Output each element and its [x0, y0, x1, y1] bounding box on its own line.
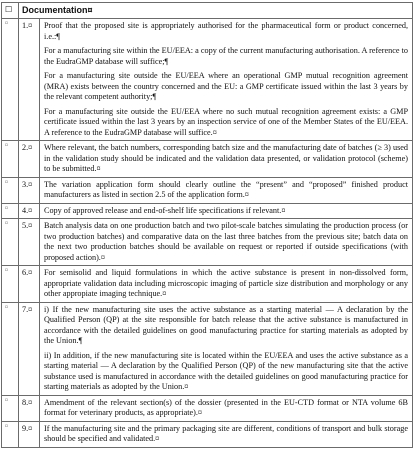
documentation-item-row: [2, 219, 413, 266]
item-paragraph: Batch analysis data on one production batch and two pilot-scale batches simulating the production process (or two production batches) and comparative data on the last three batches from the previous site; batch data on the next two production batches should be available on request or reported if outside specifications (with proposed action).¤: [44, 221, 408, 262]
header-marker: ☐: [5, 5, 13, 14]
item-number: 2.¤: [22, 143, 33, 152]
item-text-cell: [40, 302, 413, 395]
item-text-cell: [40, 177, 413, 203]
item-number: 4.¤: [22, 205, 33, 215]
item-number-cell: [19, 395, 40, 421]
item-number-cell: [19, 141, 40, 178]
header-title-cell: [19, 3, 413, 19]
item-text: [40, 219, 412, 265]
row-marker: ¤: [5, 205, 8, 212]
item-paragraph: Where relevant, the batch numbers, corresponding batch size and the manufacturing date of batches (≥ 3) used in the validation study should be indicated and the validation data presented, or validation protocol (scheme) to be submitted.¤: [44, 143, 408, 173]
row-marker-cell: [2, 203, 19, 219]
documentation-item-row: [2, 19, 413, 141]
row-marker: ¤: [5, 268, 8, 274]
item-number-cell: [19, 19, 40, 141]
row-marker-cell: [2, 141, 19, 178]
row-marker-cell: [2, 302, 19, 395]
item-text: [40, 266, 412, 302]
row-marker: ¤: [5, 179, 8, 186]
header-row: [2, 3, 413, 19]
item-text-cell: [40, 141, 413, 178]
item-text: [40, 204, 412, 219]
item-number: 7.¤: [22, 304, 33, 314]
item-paragraph: If the manufacturing site and the primary packaging site are different, conditions of transport and bulk storage should be specified and validated.¤: [44, 423, 408, 443]
item-number: 6.¤: [22, 268, 33, 277]
item-number: 8.¤: [22, 397, 33, 407]
item-text-cell: [40, 421, 413, 447]
item-number-cell: [19, 203, 40, 219]
documentation-item-row: [2, 266, 413, 303]
row-marker-cell: [2, 395, 19, 421]
row-marker: ¤: [5, 221, 8, 227]
row-marker: ¤: [5, 21, 8, 27]
item-paragraph: Proof that the proposed site is appropriately authorised for the pharmaceutical form or product concerned, i.e.:¶: [44, 21, 408, 41]
item-number-cell: [19, 421, 40, 447]
documentation-item-row: [2, 395, 413, 421]
item-text: [40, 303, 412, 395]
item-number-cell: [19, 219, 40, 266]
row-marker: ¤: [5, 304, 8, 311]
item-number: 3.¤: [22, 179, 33, 189]
item-number: 5.¤: [22, 221, 33, 230]
row-marker-cell: [2, 421, 19, 447]
row-marker: ¤: [5, 397, 8, 404]
item-text: [40, 19, 412, 140]
section-title: Documentation¤: [22, 5, 93, 15]
documentation-item-row: [2, 302, 413, 395]
item-paragraph: Amendment of the relevant section(s) of the dossier (presented in the EU-CTD format or NTA volume 6B format for veterinary products, as appropriate).¤: [44, 397, 408, 417]
row-marker-cell: [2, 19, 19, 141]
documentation-item-row: [2, 141, 413, 178]
item-text-cell: [40, 395, 413, 421]
item-text-cell: [40, 219, 413, 266]
row-marker-cell: [2, 219, 19, 266]
item-text: [40, 178, 412, 203]
documentation-item-row: [2, 177, 413, 203]
row-marker: ¤: [5, 423, 8, 430]
item-number-cell: [19, 177, 40, 203]
header-marker-cell: [2, 3, 19, 19]
item-text: [40, 141, 412, 177]
documentation-item-row: [2, 421, 413, 447]
item-paragraph: ii) In addition, if the new manufacturing site is located within the EU/EEA and uses the active substance as a starting material — A declaration by the Qualified Person (QP) of the new manufacturing site that the active substance used is manufactured in accordance with the detailed guidelines on good manufacturing practice for starting materials as adopted by the Union.¤: [44, 350, 408, 391]
item-text-cell: [40, 203, 413, 219]
item-paragraph: For a manufacturing site outside the EU/EEA where no such mutual recognition agreement exists: a GMP certificate issued within the last 3 years by an inspection service of one of the Member States of the EU/EEA. A reference to the EudraGMP database will suffice.¤: [44, 106, 408, 137]
item-number: 1.¤: [22, 21, 33, 30]
item-paragraph: i) If the new manufacturing site uses the active substance as a starting material — A declaration by the Qualified Person (QP) at the site responsible for batch release that the active substance is manufactured in accordance with the detailed guidelines on good manufacturing practice for starting materials as adopted by the Union.¶: [44, 304, 408, 345]
row-marker-cell: [2, 266, 19, 303]
item-text: [40, 422, 412, 447]
item-paragraph: Copy of approved release and end-of-shelf life specifications if relevant.¤: [44, 205, 286, 215]
item-text-cell: [40, 19, 413, 141]
row-marker: ¤: [5, 143, 8, 149]
item-paragraph: For a manufacturing site outside the EU/EEA where an operational GMP mutual recognition agreement (MRA) exists between the country concerned and the EU: a GMP certificate issued within the last 3 years by the relevant competent authority;¶: [44, 71, 408, 101]
item-number: 9.¤: [22, 423, 33, 433]
item-text-cell: [40, 266, 413, 303]
item-number-cell: [19, 302, 40, 395]
item-paragraph: The variation application form should clearly outline the “present” and “proposed” finished product manufacturers as listed in section 2.5 of the application form.¤: [44, 179, 408, 199]
item-paragraph: For a manufacturing site within the EU/EEA: a copy of the current manufacturing authorisation. A reference to the EudraGMP database will suffice;¶: [44, 46, 408, 66]
item-paragraph: For semisolid and liquid formulations in which the active substance is present in non-dissolved form, appropriate validation data including microscopic imaging of particle size distribution and morphology or any other appropiate imaging technique.¤: [44, 268, 408, 298]
documentation-item-row: [2, 203, 413, 219]
item-number-cell: [19, 266, 40, 303]
documentation-table: [1, 2, 413, 448]
item-text: [40, 396, 412, 421]
row-marker-cell: [2, 177, 19, 203]
